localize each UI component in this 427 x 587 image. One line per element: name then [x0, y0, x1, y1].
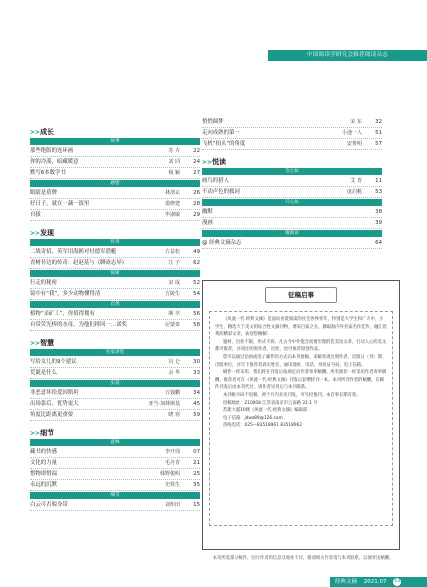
toc-entry-page: 35 [193, 482, 200, 488]
page-footer [330, 577, 427, 587]
toc-entry-page: 34 [193, 390, 200, 396]
toc-entry-page: 53 [375, 189, 382, 195]
toc-entry-author: 韩野俊明 [159, 471, 180, 477]
toc-entry-author: 方益松 [164, 249, 180, 255]
section-arrow-icon: >> [30, 129, 41, 136]
section-gap [30, 221, 200, 228]
toc-entry-title: 镜中有“我”，多少动物懂得清 [30, 291, 101, 297]
toc-entry-author: 颜 亭 [168, 311, 180, 317]
notice-body [209, 311, 393, 526]
toc-entry-author: 刘炬田 [164, 502, 180, 508]
toc-entry[interactable] [30, 210, 200, 221]
toc-entry-title: 惜物即惜福 [30, 471, 57, 477]
toc-entry-author: 晓 寒 [168, 412, 180, 418]
toc-entry-title: 文化的力量 [30, 460, 57, 466]
toc-entry[interactable] [30, 368, 200, 379]
section-title-text: 悦读 [212, 158, 227, 166]
toc-entry-title: 植物“采矿工”，你值得拥有 [30, 311, 95, 317]
toc-entry-author: 亚当·加林斯基 [148, 401, 180, 407]
toc-entry-page: 22 [193, 148, 200, 154]
section-title-text: 成长 [40, 128, 55, 136]
toc-entry-page: 25 [193, 471, 200, 477]
toc-entry-page: 52 [193, 280, 200, 286]
toc-entry-title: 眼睛是盾牌 [30, 190, 57, 196]
toc-entry-title: 行走的秘密 [30, 280, 57, 286]
toc-entry-author: 艾 青 [350, 178, 362, 184]
toc-entry-page: 28 [193, 201, 200, 207]
toc-entry-page: 56 [193, 311, 200, 317]
toc-entry[interactable] [30, 146, 200, 157]
magazine-banner: 中国阅读学研究会推荐阅读杂志 [268, 50, 427, 61]
toc-entry-title: 画鸟的猎人 [202, 178, 229, 184]
toc-entry-page: 32 [375, 119, 382, 125]
toc-entry[interactable] [30, 157, 200, 168]
toc-entry-title: 你的冷漠，暗藏暖意 [30, 159, 79, 165]
toc-entry-page: 59 [193, 412, 200, 418]
toc-entry-title: 自带荧光棒的水母，为他们摔回一…诺奖 [30, 322, 128, 328]
continued-entries [202, 117, 382, 150]
call-for-submissions-box [202, 280, 400, 550]
toc-entry-author: 刘 同 [168, 159, 180, 165]
toc-entry[interactable] [30, 258, 200, 269]
section-gap [30, 331, 200, 338]
toc-entry-title: 飞机“抬头”的角度 [202, 141, 246, 147]
toc-entry-page: 27 [193, 170, 200, 176]
toc-entry[interactable] [202, 207, 382, 218]
toc-entry-author: 李开周 [164, 449, 180, 455]
toc-entry[interactable] [30, 199, 200, 210]
toc-left-column [30, 127, 200, 518]
section-title-text: 细节 [40, 429, 55, 437]
toc-entry-title: 白云可否晾身带 [30, 502, 68, 508]
notice-contact-email: 电子信箱：jdwz89@126.com [223, 415, 283, 421]
section-title [30, 428, 200, 438]
toc-entry[interactable] [30, 247, 200, 258]
toc-entry[interactable] [30, 458, 200, 469]
toc-entry-page: 62 [193, 260, 200, 266]
toc-entry-page: 38 [375, 209, 382, 215]
toc-entry-title: 青树非边的传奇：赵赵基与《聊斋志异》 [30, 260, 128, 266]
toc-entry-page: 33 [193, 370, 200, 376]
category-bar: 名家讲堂 [30, 349, 200, 356]
toc-entry-page: 21 [193, 460, 200, 466]
category-bar: 微阅读 [202, 230, 382, 237]
toc-entry-author: 林清玄 [164, 190, 180, 196]
section-gap [30, 421, 200, 428]
toc-entry-title: 永远的沉默 [30, 482, 57, 488]
section-title-text: 发现 [40, 229, 55, 237]
notice-contact-address: 投稿地址：210008 江苏省南京市云南路 31-1 号 [223, 400, 318, 406]
toc-entry-page: 39 [375, 220, 382, 226]
toc-entry-title: 悄悄圆梦 [202, 119, 224, 125]
toc-entry[interactable] [202, 176, 382, 187]
footer-magazine-name: 经典文摘 [335, 579, 358, 585]
copyright-footnote: 本刊所选部分稿件，因片作者的信息及地址不详，敬请相关作者请与本刊联系，以便寄送稿酬。 [212, 556, 394, 561]
toc-entry-title: 藏书的快感 [30, 449, 57, 455]
toc-entry-author: 冯 仑 [168, 359, 180, 365]
toc-entry-title: 默写6本数学书 [30, 170, 66, 176]
toc-entry-author: 杨 颖 [168, 170, 180, 176]
toc-entry-author: 宋 东 [350, 119, 362, 125]
toc-entry-page: 54 [193, 291, 200, 297]
toc-entry[interactable] [30, 320, 200, 331]
category-bar: 会心坊 [202, 168, 382, 175]
toc-entry-author: 万独鹏 [164, 390, 180, 396]
toc-entry-title: 二战奇招，英军用海鸥对付德军潜艇 [30, 249, 117, 255]
toc-entry-title: 荒诞是什么 [30, 370, 57, 376]
toc-entry[interactable] [30, 289, 200, 300]
toc-entry-title: 角度比距离更重要 [30, 412, 74, 418]
toc-entry[interactable] [30, 410, 200, 421]
toc-entry-page: 07 [193, 449, 200, 455]
toc-entry-author: 裘修建 [164, 201, 180, 207]
notice-contact-address2: 苏建大厦10楼《风流一代·经典文摘》编辑部 [223, 408, 308, 414]
notice-paragraph: 《风流一代·经典文摘》是面向喜爱阅读的社会各界青年，特别是大学生和广大中、小学生、精选天下美文的综合性文摘刊物，博采百家之长，撷取海内外名家名作佳作，融汇优秀的精彩文章，欢迎您赐稿！ [215, 317, 387, 338]
category-bar: 开心坊 [202, 199, 382, 206]
toc-entry-author: 毕淑敏 [164, 212, 180, 218]
toc-entry-title: 自拔 [30, 212, 41, 218]
toc-entry-author: 安鲁明 [346, 141, 362, 147]
toc-entry[interactable] [202, 128, 382, 139]
toc-entry-page: 15 [193, 502, 200, 508]
toc-entry-author: 宋 成 [168, 280, 180, 286]
toc-entry[interactable] [202, 218, 382, 229]
toc-right-column [202, 119, 382, 256]
footer-page-number: 03 [394, 578, 401, 584]
toc-entry-page: 24 [193, 159, 200, 165]
toc-entry-page: 29 [193, 212, 200, 218]
toc-entry-author: 尼蒙泰 [164, 322, 180, 328]
section-gap [202, 150, 382, 157]
toc-entry[interactable] [30, 399, 200, 410]
toc-entry[interactable] [30, 278, 200, 289]
notice-contact-phone: 热线电话：025—83518961 83518962 [223, 423, 303, 429]
category-bar: 细节 [30, 492, 200, 499]
toc-entry-page: 49 [193, 249, 200, 255]
section-arrow-icon: >> [202, 159, 213, 166]
category-bar: 传奇 [30, 239, 200, 246]
toc-entry[interactable] [30, 309, 200, 320]
toc-entry[interactable] [30, 388, 200, 399]
section-gap [30, 511, 200, 518]
toc-entry-title: 出场靠后，优势更大 [30, 401, 79, 407]
toc-entry-author: 方陵生 [164, 291, 180, 297]
section-gap [202, 249, 382, 256]
toc-entry[interactable] [202, 238, 382, 249]
section-title [30, 127, 200, 137]
toc-entry-title: @ 经典文摘杂志 [202, 240, 242, 246]
toc-entry-title: 漫画 [202, 220, 213, 226]
toc-entry-author: 余 华 [168, 370, 180, 376]
toc-entry-title: 非恶意坏给爱因斯坦 [30, 390, 79, 396]
toc-entry-page: 11 [375, 178, 382, 184]
notice-paragraph: 稿件一经采用，我们将在刊发后按规定向作者寄奉稿酬。所有推荐一经采用作者寄奉稿酬，推荐者可在《风流一代·经典文摘》刊发后获赠样刊一本。本刊所刊作者的稿酬，在稿件刊发后由本刊代付，请作者见刊后与本刊联系。 [215, 370, 387, 391]
toc-entry[interactable] [30, 447, 200, 458]
toc-entry-author: 江 子 [168, 260, 180, 266]
section-title [30, 338, 200, 348]
toc-entry[interactable] [202, 117, 382, 128]
toc-entry-author: 史铁生 [164, 482, 180, 488]
toc-entry-author: 小池一人 [341, 130, 362, 136]
section-arrow-icon: >> [30, 430, 41, 437]
toc-entry[interactable] [30, 480, 200, 491]
category-bar: 故事 [30, 138, 200, 145]
toc-entry-author: 苏 卉 [168, 148, 180, 154]
toc-entry-title: 走向成熟的第一 [202, 130, 240, 136]
toc-entry-title: 那些绝版的连环画 [30, 148, 74, 154]
notice-paragraph: 题材、出处不限，形式不拘，凡古今中外饱含真情至理的佳美短文章，打动人心的美文都可推荐，并请注明原作者、出处，也可推荐原创作品。 [215, 339, 387, 353]
section-arrow-icon: >> [30, 340, 41, 347]
toc-entry[interactable] [30, 469, 200, 480]
notice-paragraph: 您可以通过信函或电子邮件的方式向本刊推稿，来稿务请注明作者、出版日（刊）期、出版单位，并写下推荐者真实姓名、通讯地址、电话、身份证号码、电子信箱。 [215, 354, 387, 368]
section-title [30, 228, 200, 238]
toc-entry[interactable] [30, 500, 200, 511]
toc-entry-page: 64 [375, 240, 382, 246]
toc-entry[interactable] [30, 168, 200, 179]
toc-entry-page: 58 [193, 322, 200, 328]
toc-entry-page: 26 [193, 190, 200, 196]
toc-entry-title: 好日子，就在一蔬一饭里 [30, 201, 90, 207]
toc-entry-page: 57 [375, 141, 382, 147]
category-bar: 自然 [30, 301, 200, 308]
section-title-text: 智慧 [40, 339, 55, 347]
toc-entry-title: 幽默 [202, 209, 213, 215]
category-bar: 感悟 [30, 180, 200, 187]
toc-entry[interactable] [202, 139, 382, 150]
toc-entry[interactable] [202, 187, 382, 198]
toc-entry-page: 51 [375, 130, 382, 136]
toc-entry-title: 不动声色的救词 [202, 189, 240, 195]
section-title [202, 157, 382, 167]
toc-entry[interactable] [30, 357, 200, 368]
toc-entry-title: 写给女儿的9个建议 [30, 359, 77, 365]
toc-entry-page: 30 [193, 359, 200, 365]
notice-title: 征稿启事 [265, 287, 337, 303]
footer-issue-date: 2021.07 [363, 579, 387, 585]
section-arrow-icon: >> [30, 230, 41, 237]
toc-entry[interactable] [30, 188, 200, 199]
toc-entry-author: 毛丹青 [164, 460, 180, 466]
category-bar: 实说 [30, 380, 200, 387]
toc-entry-page: 45 [193, 401, 200, 407]
notice-paragraph: 本刊帐号码不退稿，两个月内未见刊发，可另投他刊。本启事长期有效。 [223, 392, 361, 398]
category-bar: 探索 [30, 270, 200, 277]
toc-entry-author: 庞启帆 [346, 189, 362, 195]
category-bar: 意林 [30, 439, 200, 446]
